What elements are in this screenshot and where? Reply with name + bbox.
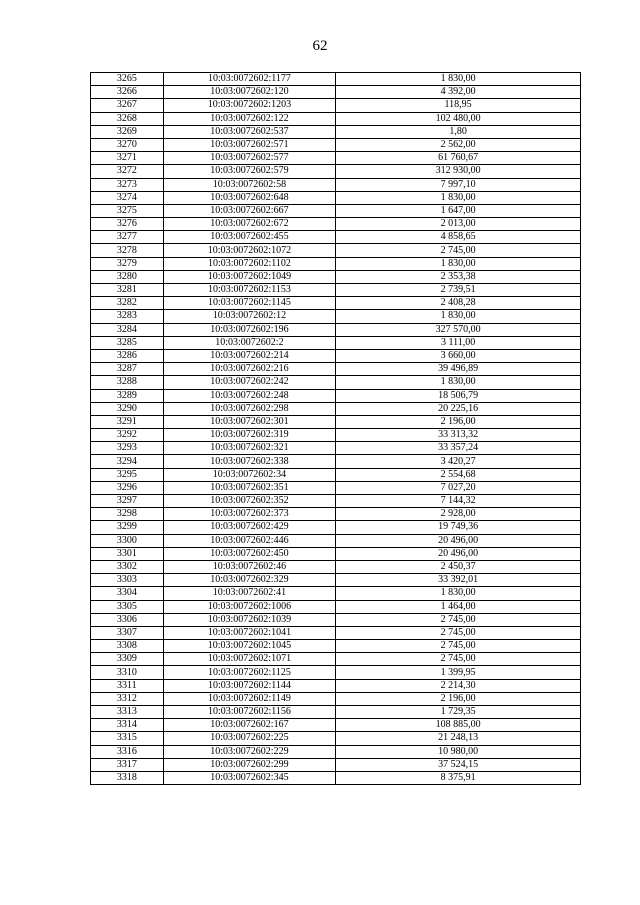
row-number-cell: 3302 [91,560,164,573]
row-number-cell: 3278 [91,244,164,257]
value-cell: 1 647,00 [336,204,581,217]
table-row [91,218,581,231]
table-row [91,73,581,86]
cadastral-number-cell: 10:03:0072602:46 [163,560,335,573]
table-row [91,613,581,626]
row-number-cell: 3274 [91,191,164,204]
row-number-cell: 3287 [91,363,164,376]
cadastral-number-cell: 10:03:0072602:579 [163,165,335,178]
row-number-cell: 3288 [91,376,164,389]
cadastral-number-cell: 10:03:0072602:214 [163,349,335,362]
table-row [91,363,581,376]
value-cell: 2 214,30 [336,679,581,692]
cadastral-number-cell: 10:03:0072602:537 [163,125,335,138]
value-cell: 37 524,15 [336,758,581,771]
value-cell: 7 144,32 [336,495,581,508]
row-number-cell: 3277 [91,231,164,244]
row-number-cell: 3292 [91,429,164,442]
cadastral-number-cell: 10:03:0072602:319 [163,429,335,442]
cadastral-number-cell: 10:03:0072602:225 [163,732,335,745]
value-cell: 2 745,00 [336,653,581,666]
row-number-cell: 3291 [91,415,164,428]
table-row [91,284,581,297]
row-number-cell: 3267 [91,99,164,112]
cadastral-number-cell: 10:03:0072602:352 [163,495,335,508]
row-number-cell: 3300 [91,534,164,547]
cadastral-number-cell: 10:03:0072602:1145 [163,297,335,310]
row-number-cell: 3290 [91,402,164,415]
table-row [91,376,581,389]
row-number-cell: 3284 [91,323,164,336]
cadastral-number-cell: 10:03:0072602:242 [163,376,335,389]
cadastral-number-cell: 10:03:0072602:216 [163,363,335,376]
table-row [91,231,581,244]
cadastral-number-cell: 10:03:0072602:455 [163,231,335,244]
row-number-cell: 3313 [91,706,164,719]
cadastral-number-cell: 10:03:0072602:345 [163,771,335,784]
table-row [91,178,581,191]
row-number-cell: 3285 [91,336,164,349]
table-row [91,389,581,402]
table-row [91,758,581,771]
value-cell: 2 353,38 [336,270,581,283]
cadastral-number-cell: 10:03:0072602:1041 [163,626,335,639]
value-cell: 3 111,00 [336,336,581,349]
table-row [91,508,581,521]
value-cell: 102 480,00 [336,112,581,125]
cadastral-number-cell: 10:03:0072602:1203 [163,99,335,112]
cadastral-number-cell: 10:03:0072602:321 [163,442,335,455]
row-number-cell: 3307 [91,626,164,639]
table-row [91,706,581,719]
row-number-cell: 3304 [91,587,164,600]
row-number-cell: 3269 [91,125,164,138]
page-number: 62 [312,38,328,54]
value-cell: 2 745,00 [336,613,581,626]
table-row [91,297,581,310]
row-number-cell: 3317 [91,758,164,771]
row-number-cell: 3273 [91,178,164,191]
cadastral-number-cell: 10:03:0072602:34 [163,468,335,481]
cadastral-number-cell: 10:03:0072602:299 [163,758,335,771]
cadastral-number-cell: 10:03:0072602:248 [163,389,335,402]
value-cell: 10 980,00 [336,745,581,758]
row-number-cell: 3289 [91,389,164,402]
value-cell: 108 885,00 [336,719,581,732]
value-cell: 1 729,35 [336,706,581,719]
cadastral-number-cell: 10:03:0072602:1153 [163,284,335,297]
value-cell: 21 248,13 [336,732,581,745]
value-cell: 7 027,20 [336,481,581,494]
cadastral-number-cell: 10:03:0072602:577 [163,152,335,165]
cadastral-number-cell: 10:03:0072602:298 [163,402,335,415]
value-cell: 2 554,68 [336,468,581,481]
value-cell: 3 420,27 [336,455,581,468]
cadastral-number-cell: 10:03:0072602:338 [163,455,335,468]
cadastral-number-cell: 10:03:0072602:122 [163,112,335,125]
row-number-cell: 3280 [91,270,164,283]
cadastral-number-cell: 10:03:0072602:196 [163,323,335,336]
table-row [91,745,581,758]
cadastral-number-cell: 10:03:0072602:1006 [163,600,335,613]
value-cell: 1 830,00 [336,587,581,600]
registry-table [90,72,581,785]
table-row [91,560,581,573]
row-number-cell: 3298 [91,508,164,521]
table-row [91,600,581,613]
table-row [91,152,581,165]
table-row [91,138,581,151]
table-row [91,587,581,600]
table-row [91,732,581,745]
row-number-cell: 3309 [91,653,164,666]
table-row [91,468,581,481]
value-cell: 4 392,00 [336,86,581,99]
value-cell: 327 570,00 [336,323,581,336]
table-row [91,534,581,547]
table-row [91,653,581,666]
table-row [91,429,581,442]
table-row [91,574,581,587]
value-cell: 61 760,67 [336,152,581,165]
table-row [91,719,581,732]
row-number-cell: 3297 [91,495,164,508]
value-cell: 33 357,24 [336,442,581,455]
table-row [91,415,581,428]
table-row [91,547,581,560]
cadastral-number-cell: 10:03:0072602:1144 [163,679,335,692]
cadastral-number-cell: 10:03:0072602:672 [163,218,335,231]
cadastral-number-cell: 10:03:0072602:1071 [163,653,335,666]
table-row [91,640,581,653]
value-cell: 8 375,91 [336,771,581,784]
table-row [91,771,581,784]
table-row [91,521,581,534]
row-number-cell: 3303 [91,574,164,587]
row-number-cell: 3314 [91,719,164,732]
value-cell: 19 749,36 [336,521,581,534]
table-row [91,442,581,455]
row-number-cell: 3282 [91,297,164,310]
table-row [91,495,581,508]
table-row [91,336,581,349]
row-number-cell: 3272 [91,165,164,178]
row-number-cell: 3299 [91,521,164,534]
value-cell: 4 858,65 [336,231,581,244]
cadastral-number-cell: 10:03:0072602:667 [163,204,335,217]
value-cell: 2 408,28 [336,297,581,310]
row-number-cell: 3308 [91,640,164,653]
value-cell: 1 399,95 [336,666,581,679]
table-row [91,270,581,283]
table-row [91,666,581,679]
registry-table-body [91,73,581,785]
value-cell: 1 830,00 [336,191,581,204]
row-number-cell: 3306 [91,613,164,626]
cadastral-number-cell: 10:03:0072602:1049 [163,270,335,283]
row-number-cell: 3271 [91,152,164,165]
row-number-cell: 3318 [91,771,164,784]
row-number-cell: 3276 [91,218,164,231]
table-row [91,626,581,639]
table-row [91,244,581,257]
table-row [91,86,581,99]
table-row [91,349,581,362]
row-number-cell: 3310 [91,666,164,679]
value-cell: 3 660,00 [336,349,581,362]
table-row [91,257,581,270]
cadastral-number-cell: 10:03:0072602:301 [163,415,335,428]
row-number-cell: 3305 [91,600,164,613]
value-cell: 1 464,00 [336,600,581,613]
table-row [91,692,581,705]
cadastral-number-cell: 10:03:0072602:1125 [163,666,335,679]
table-row [91,204,581,217]
row-number-cell: 3295 [91,468,164,481]
row-number-cell: 3281 [91,284,164,297]
value-cell: 1,80 [336,125,581,138]
row-number-cell: 3270 [91,138,164,151]
cadastral-number-cell: 10:03:0072602:373 [163,508,335,521]
cadastral-number-cell: 10:03:0072602:571 [163,138,335,151]
cadastral-number-cell: 10:03:0072602:648 [163,191,335,204]
row-number-cell: 3311 [91,679,164,692]
table-row [91,323,581,336]
value-cell: 1 830,00 [336,73,581,86]
value-cell: 2 196,00 [336,692,581,705]
cadastral-number-cell: 10:03:0072602:58 [163,178,335,191]
cadastral-number-cell: 10:03:0072602:1102 [163,257,335,270]
table-row [91,99,581,112]
value-cell: 18 506,79 [336,389,581,402]
value-cell: 33 392,01 [336,574,581,587]
value-cell: 20 496,00 [336,547,581,560]
value-cell: 7 997,10 [336,178,581,191]
table-row [91,455,581,468]
cadastral-number-cell: 10:03:0072602:1072 [163,244,335,257]
row-number-cell: 3293 [91,442,164,455]
cadastral-number-cell: 10:03:0072602:167 [163,719,335,732]
row-number-cell: 3301 [91,547,164,560]
row-number-cell: 3268 [91,112,164,125]
value-cell: 33 313,32 [336,429,581,442]
table-row [91,165,581,178]
cadastral-number-cell: 10:03:0072602:1045 [163,640,335,653]
value-cell: 2 745,00 [336,640,581,653]
row-number-cell: 3283 [91,310,164,323]
value-cell: 1 830,00 [336,376,581,389]
table-row [91,125,581,138]
cadastral-number-cell: 10:03:0072602:12 [163,310,335,323]
row-number-cell: 3312 [91,692,164,705]
value-cell: 118,95 [336,99,581,112]
cadastral-number-cell: 10:03:0072602:1177 [163,73,335,86]
cadastral-number-cell: 10:03:0072602:2 [163,336,335,349]
row-number-cell: 3286 [91,349,164,362]
cadastral-number-cell: 10:03:0072602:351 [163,481,335,494]
table-row [91,191,581,204]
row-number-cell: 3279 [91,257,164,270]
value-cell: 2 562,00 [336,138,581,151]
cadastral-number-cell: 10:03:0072602:229 [163,745,335,758]
value-cell: 2 450,37 [336,560,581,573]
value-cell: 2 739,51 [336,284,581,297]
cadastral-number-cell: 10:03:0072602:329 [163,574,335,587]
value-cell: 2 745,00 [336,626,581,639]
cadastral-number-cell: 10:03:0072602:120 [163,86,335,99]
value-cell: 1 830,00 [336,310,581,323]
table-row [91,112,581,125]
row-number-cell: 3315 [91,732,164,745]
cadastral-number-cell: 10:03:0072602:1039 [163,613,335,626]
table-row [91,679,581,692]
row-number-cell: 3266 [91,86,164,99]
value-cell: 20 225,16 [336,402,581,415]
row-number-cell: 3275 [91,204,164,217]
table-row [91,481,581,494]
cadastral-number-cell: 10:03:0072602:41 [163,587,335,600]
cadastral-number-cell: 10:03:0072602:429 [163,521,335,534]
table-row [91,402,581,415]
row-number-cell: 3316 [91,745,164,758]
cadastral-number-cell: 10:03:0072602:446 [163,534,335,547]
table-row [91,310,581,323]
value-cell: 2 196,00 [336,415,581,428]
value-cell: 2 745,00 [336,244,581,257]
cadastral-number-cell: 10:03:0072602:1149 [163,692,335,705]
value-cell: 1 830,00 [336,257,581,270]
cadastral-number-cell: 10:03:0072602:1156 [163,706,335,719]
row-number-cell: 3294 [91,455,164,468]
value-cell: 20 496,00 [336,534,581,547]
value-cell: 39 496,89 [336,363,581,376]
row-number-cell: 3265 [91,73,164,86]
row-number-cell: 3296 [91,481,164,494]
value-cell: 312 930,00 [336,165,581,178]
value-cell: 2 013,00 [336,218,581,231]
cadastral-number-cell: 10:03:0072602:450 [163,547,335,560]
value-cell: 2 928,00 [336,508,581,521]
